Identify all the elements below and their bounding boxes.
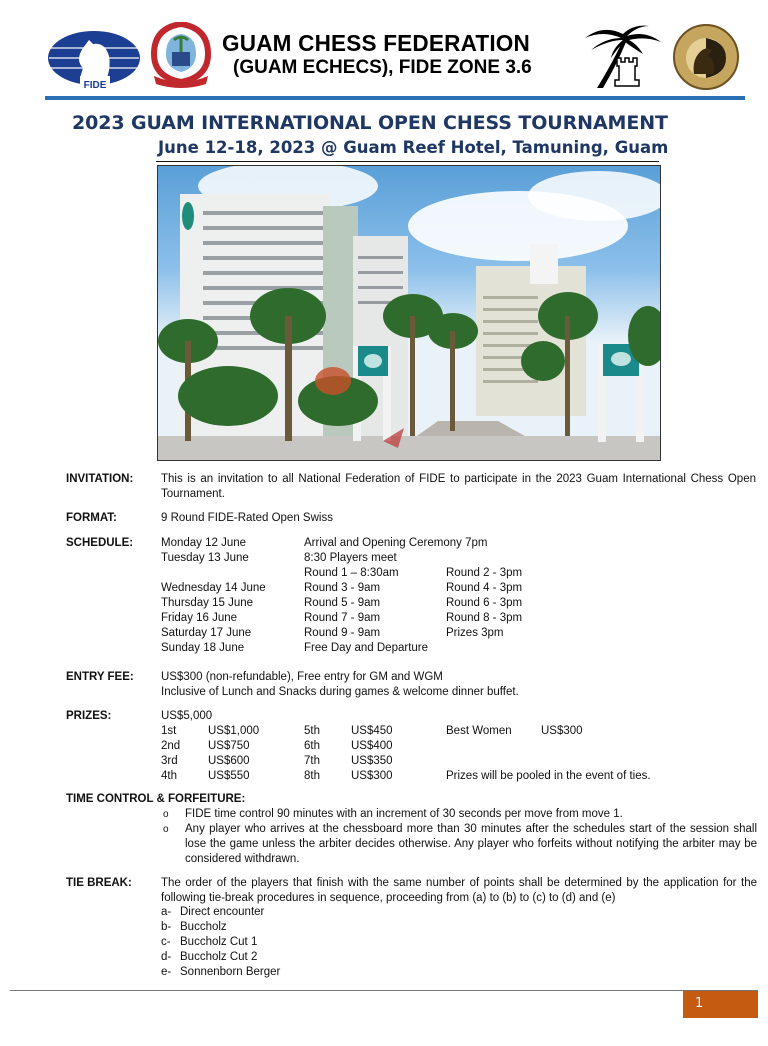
schedule-day: Friday 16 June bbox=[161, 612, 238, 624]
prize-amount: US$450 bbox=[351, 725, 393, 737]
entry-fee-line1: US$300 (non-refundable), Free entry for GM and WGM bbox=[161, 671, 443, 683]
prize-place: 1st bbox=[161, 725, 177, 737]
schedule-day: Tuesday 13 June bbox=[161, 552, 249, 564]
list-marker: a- bbox=[161, 906, 172, 918]
header-divider bbox=[45, 96, 745, 100]
page-number-box bbox=[683, 991, 758, 1018]
prize-amount: US$550 bbox=[208, 770, 250, 782]
footer-divider bbox=[10, 990, 758, 991]
schedule-day: Sunday 18 June bbox=[161, 642, 245, 654]
schedule-event-pm: Round 4 - 3pm bbox=[446, 582, 523, 594]
entry-fee-line2: Inclusive of Lunch and Snacks during games & welcome dinner buffet. bbox=[161, 686, 519, 698]
tie-break-list bbox=[161, 905, 461, 985]
title-underline bbox=[156, 161, 659, 162]
prize-place: 2nd bbox=[161, 740, 181, 752]
schedule-event: Free Day and Departure bbox=[304, 642, 429, 654]
schedule-event-pm: Round 2 - 3pm bbox=[446, 567, 523, 579]
prize-amount: US$600 bbox=[208, 755, 250, 767]
schedule-event-pm: Prizes 3pm bbox=[446, 627, 504, 639]
prize-pooling-note: Prizes will be pooled in the event of ties. bbox=[446, 770, 651, 782]
format-text: 9 Round FIDE-Rated Open Swiss bbox=[161, 512, 333, 524]
entry-fee-label: ENTRY FEE: bbox=[66, 671, 134, 683]
schedule-event: Round 3 - 9am bbox=[304, 582, 381, 594]
schedule-event-pm: Round 8 - 3pm bbox=[446, 612, 523, 624]
prize-special: Best Women bbox=[446, 725, 512, 737]
forfeiture-item: Any player who arrives at the chessboard more than 30 minutes after the schedules start of the session shall lose the game unless the arbiter decides otherwise. Any player who forfeits without notifying the arbiter may be considered withdrawn. bbox=[185, 823, 757, 865]
bullet-icon: o bbox=[163, 824, 169, 835]
tie-break-text: The order of the players that finish with the same number of points shall be determined by the application for the following tie-break procedures in sequence, proceeding from (a) to (b) to (c) to (d) and (e) bbox=[161, 877, 757, 904]
org-subtitle: (GUAM ECHECS), FIDE ZONE 3.6 bbox=[233, 57, 532, 78]
tournament-title: 2023 GUAM INTERNATIONAL OPEN CHESS TOURNAMENT bbox=[72, 112, 668, 134]
prize-place: 7th bbox=[304, 755, 320, 767]
tie-break-label: TIE BREAK: bbox=[66, 877, 132, 889]
prize-amount: US$350 bbox=[351, 755, 393, 767]
list-marker: d- bbox=[161, 951, 172, 963]
prize-amount: US$400 bbox=[351, 740, 393, 752]
guam-chess-federation-seal bbox=[148, 22, 214, 88]
schedule-day: Thursday 15 June bbox=[161, 597, 254, 609]
schedule-event: Round 5 - 9am bbox=[304, 597, 381, 609]
prize-place: 5th bbox=[304, 725, 320, 737]
tournament-subtitle: June 12-18, 2023 @ Guam Reef Hotel, Tamuning, Guam bbox=[158, 138, 669, 157]
time-control-label: TIME CONTROL & FORFEITURE: bbox=[66, 793, 246, 805]
invitation-label: INVITATION: bbox=[66, 473, 134, 485]
schedule-event: Round 1 – 8:30am bbox=[304, 567, 399, 579]
fide-logo bbox=[47, 30, 142, 90]
org-name: GUAM CHESS FEDERATION bbox=[222, 30, 531, 56]
bullet-icon: o bbox=[163, 809, 169, 820]
time-control-item: FIDE time control 90 minutes with an increment of 30 seconds per move from move 1. bbox=[185, 808, 623, 820]
prize-total: US$5,000 bbox=[161, 710, 213, 722]
prizes-label: PRIZES: bbox=[66, 710, 112, 722]
schedule-event-pm: Round 6 - 3pm bbox=[446, 597, 523, 609]
schedule-label: SCHEDULE: bbox=[66, 537, 134, 549]
hotel-photo bbox=[157, 165, 661, 461]
asian-chess-federation-logo bbox=[672, 24, 740, 90]
prize-place: 3rd bbox=[161, 755, 178, 767]
schedule-event: Arrival and Opening Ceremony 7pm bbox=[304, 537, 488, 549]
tie-break-item: Sonnenborn Berger bbox=[180, 966, 281, 978]
fide-logo-text: FIDE bbox=[83, 80, 107, 90]
list-marker: c- bbox=[161, 936, 171, 948]
schedule-day: Saturday 17 June bbox=[161, 627, 252, 639]
format-label: FORMAT: bbox=[66, 512, 117, 524]
prize-special-amount: US$300 bbox=[541, 725, 583, 737]
prize-place: 6th bbox=[304, 740, 320, 752]
schedule-event: Round 7 - 9am bbox=[304, 612, 381, 624]
list-marker: e- bbox=[161, 966, 172, 978]
prize-place: 4th bbox=[161, 770, 177, 782]
palm-rook-logo bbox=[583, 24, 663, 90]
schedule-day: Wednesday 14 June bbox=[161, 582, 266, 594]
tie-break-item: Buccholz Cut 2 bbox=[180, 951, 258, 963]
tie-break-item: Direct encounter bbox=[180, 906, 265, 918]
tie-break-item: Buccholz Cut 1 bbox=[180, 936, 258, 948]
tie-break-item: Buccholz bbox=[180, 921, 227, 933]
list-marker: b- bbox=[161, 921, 172, 933]
invitation-text: This is an invitation to all National Federation of FIDE to participate in the 2023 Guam International Chess Open Tournament. bbox=[161, 473, 756, 500]
schedule-event: Round 9 - 9am bbox=[304, 627, 381, 639]
schedule-event: 8:30 Players meet bbox=[304, 552, 397, 564]
prize-amount: US$1,000 bbox=[208, 725, 260, 737]
prize-amount: US$750 bbox=[208, 740, 250, 752]
prize-amount: US$300 bbox=[351, 770, 393, 782]
prize-place: 8th bbox=[304, 770, 320, 782]
schedule-day: Monday 12 June bbox=[161, 537, 247, 549]
page-number: 1 bbox=[695, 996, 704, 1011]
